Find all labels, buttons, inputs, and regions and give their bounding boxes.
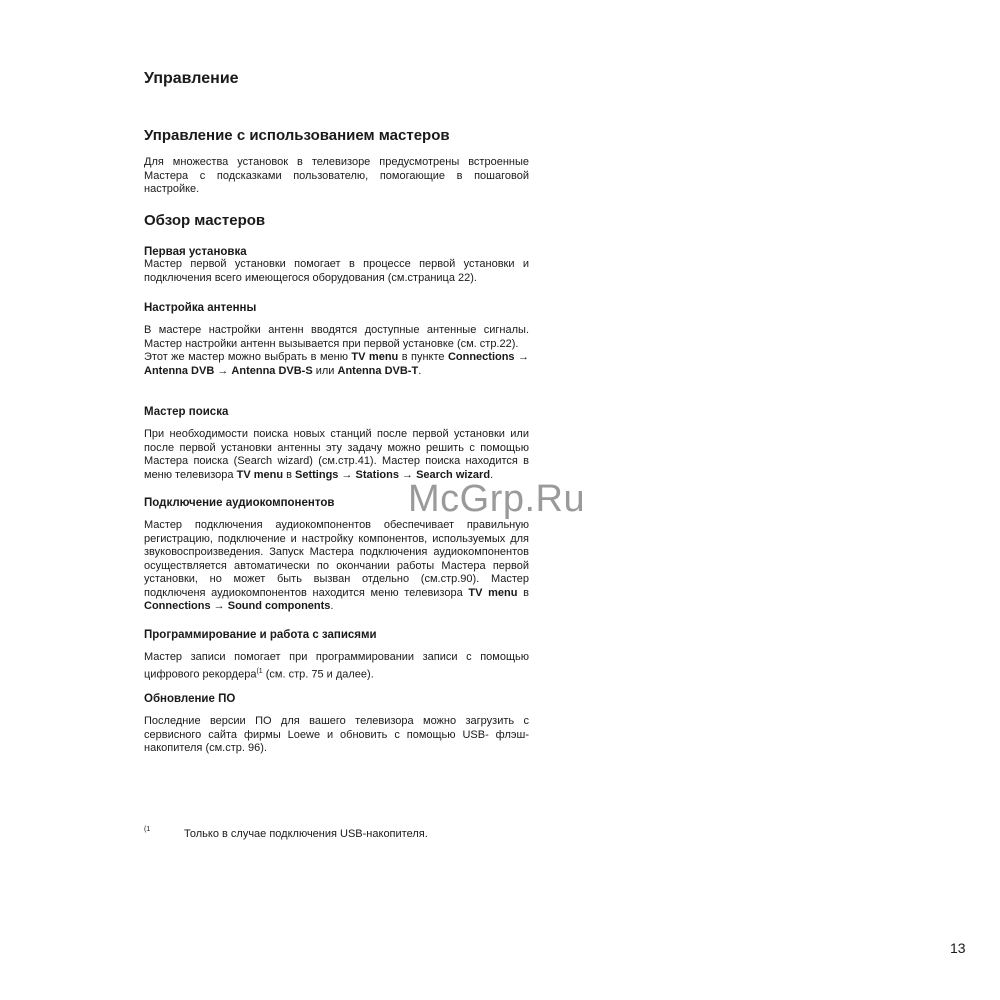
antenna-block: [144, 302, 529, 378]
first-setup-block: [144, 246, 529, 285]
footnote-text: Только в случае подключения USB-накопителя.: [184, 828, 428, 840]
search-heading: Мастер поиска: [144, 406, 229, 418]
update-heading: Обновление ПО: [144, 693, 236, 705]
wizards-section: [144, 127, 529, 197]
audio-text: Мастер подключения аудиокомпонентов обеспечивает правильную регистрацию, подключение и настройку компонентов, используемых для звуковоспроизведения. Запуск Мастера подключения аудиокомпонентов осуществляется автоматически по окончании работы Мастера первой установки, но может быть вызван отдельно (см.стр.90). Мастер подключеня аудиокомпонентов находится меню телевизора TV menu в Connections → Sound components.: [144, 519, 529, 612]
update-block: [144, 693, 529, 756]
update-text: Последние версии ПО для вашего телевизора можно загрузить с сервисного сайта фирмы Loewe и обновить с помощью USB- флэш-накопителя (см.стр. 96).: [144, 715, 529, 754]
search-block: [144, 406, 529, 482]
page-title: Управление: [144, 70, 239, 87]
overview-heading: Обзор мастеров: [144, 212, 266, 229]
antenna-text: В мастере настройки антенн вводятся доступные антенные сигналы. Мастер настройки антенн вызывается при первой установке (см. стр.22).: [144, 324, 529, 350]
first-setup-heading: Первая установка: [144, 246, 247, 258]
first-setup-text: Мастер первой установки помогает в процессе первой установки и подключения всего имеющегося оборудования (см.страница 22).: [144, 258, 529, 284]
antenna-heading: Настройка антенны: [144, 302, 257, 314]
section-heading: Управление с использованием мастеров: [144, 127, 450, 144]
recording-block: [144, 629, 529, 682]
section-intro: Для множества установок в телевизоре предусмотрены встроенные Мастера с подсказками пользователю, помогающие в пошаговой настройке.: [144, 156, 529, 195]
antenna-menu-path: Этот же мастер можно выбрать в меню TV menu в пункте Connections → Antenna DVB → Antenna DVB-S или Antenna DVB-T.: [144, 351, 530, 377]
audio-heading: Подключение аудиокомпонентов: [144, 497, 335, 509]
overview-section: [144, 212, 529, 229]
watermark: McGrp.Ru: [408, 478, 586, 520]
recording-text: Мастер записи помогает при программировании записи с помощью цифрового рекордера$^{(1}$ (см. стр. 75 и далее).: [144, 651, 529, 681]
search-text: При необходимости поиска новых станций после первой установки или после первой установки антенны эту задачу можно решить с помощью Мастера поиска (Search wizard) (см.стр.41). Мастер поиска находится в меню телевизора TV menu в Settings → Stations → Search wizard.: [144, 428, 529, 481]
footnote-ref: (1: [256, 667, 263, 675]
page-number: 13: [950, 940, 966, 956]
footnote-mark: (1: [144, 826, 151, 833]
recording-heading: Программирование и работа с записями: [144, 629, 377, 641]
